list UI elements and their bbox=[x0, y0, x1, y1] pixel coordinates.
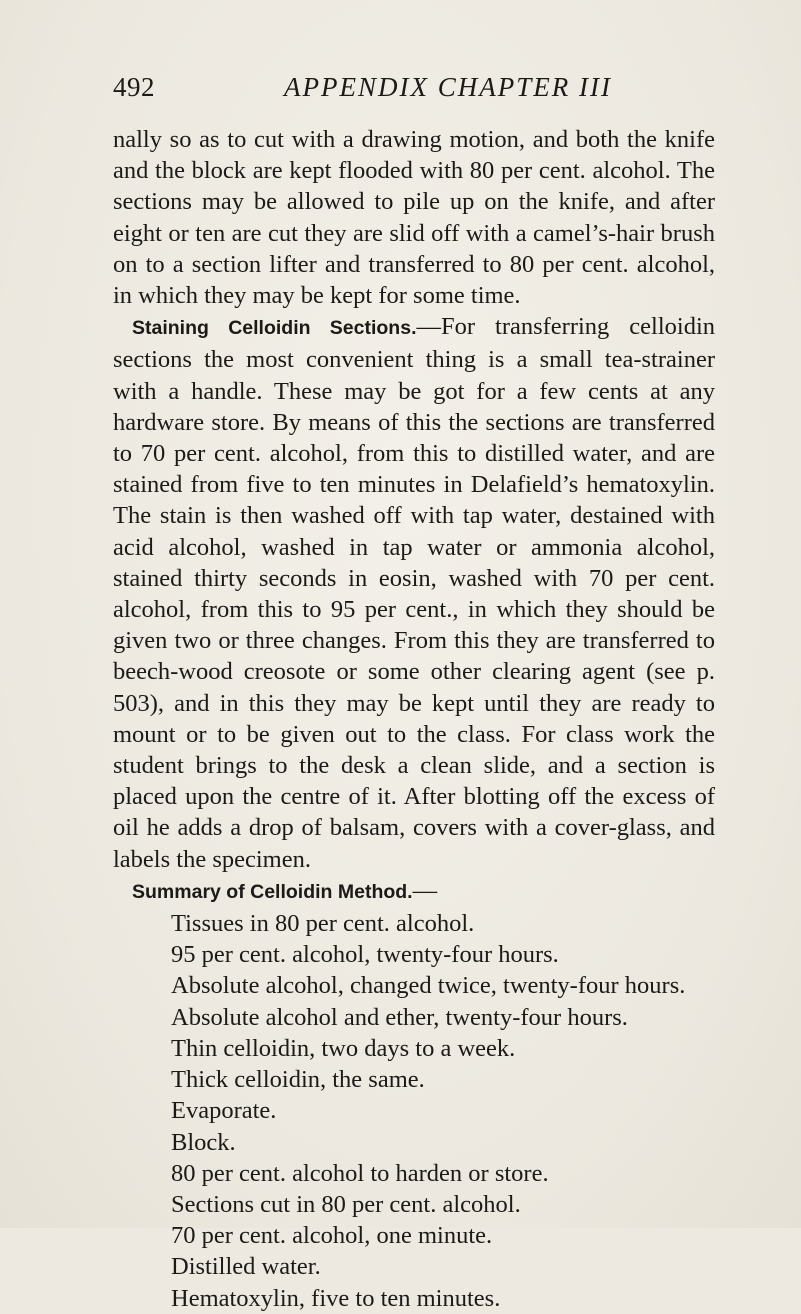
summary-step: Block. bbox=[171, 1128, 236, 1156]
summary-step: Absolute alcohol and ether, twenty-four hours. bbox=[171, 1003, 628, 1031]
summary-step: Tissues in 80 per cent. alcohol. bbox=[171, 910, 475, 938]
page-number: 492 bbox=[113, 72, 155, 102]
summary-dash: — bbox=[412, 876, 438, 904]
staining-text: —For transferring celloidin sections the most convenient thing is a small tea-strainer with a handle. These may be got for a few cents at any hardware store. By means of this the sections are transferred to 70 per cent. alcohol, from this to distilled water, and are stained from five to ten minutes in Delafield’s hematoxylin. The stain is then washed off with tap water, destained with acid alcohol, washed in tap water or ammonia alcohol, stained thirty seconds in eosin, washed with 70 per cent. alcohol, from this to 95 per cent., in which they should be given two or three changes. From this they are transferred to beech-wood creosote or some other clearing agent (see p. 503), and in this they may be kept until they are ready to mount or to be given out to the class. For class work the student brings to the desk a clean slide, and a section is placed upon the centre of it. After blotting off the excess of oil he adds a drop of balsam, covers with a cover-glass, and labels the specimen. bbox=[113, 313, 716, 873]
summary-step: Hematoxylin, five to ten minutes. bbox=[171, 1284, 501, 1312]
summary-step: Evaporate. bbox=[171, 1097, 277, 1125]
summary-step: Thin celloidin, two days to a week. bbox=[171, 1034, 516, 1062]
summary-heading: Summary of Celloidin Method. bbox=[132, 880, 413, 903]
page-header bbox=[0, 72, 801, 112]
summary-step: 80 per cent. alcohol to harden or store. bbox=[171, 1159, 549, 1187]
staining-paragraph bbox=[113, 311, 715, 875]
summary-steps-list bbox=[113, 908, 715, 1314]
summary-step: Distilled water. bbox=[171, 1253, 321, 1281]
continuation-paragraph: nally so as to cut with a drawing motion, and both the knife and the block are kept flooded with 80 per cent. alcohol. The sections may be allowed to pile up on the knife, and after eight or ten are cut they are slid off with a camel’s-hair brush on to a section lifter and transferred to 80 per cent. alcohol, in which they may be kept for some time. bbox=[113, 126, 715, 310]
staining-heading: Staining Celloidin Sections. bbox=[132, 317, 417, 340]
running-head: APPENDIX CHAPTER III bbox=[284, 72, 612, 102]
summary-step: Absolute alcohol, changed twice, twenty-four hours. bbox=[171, 972, 686, 1000]
summary-step: Thick celloidin, the same. bbox=[171, 1066, 425, 1094]
body-text bbox=[113, 124, 715, 1314]
summary-step: 95 per cent. alcohol, twenty-four hours. bbox=[171, 941, 559, 969]
summary-step: Sections cut in 80 per cent. alcohol. bbox=[171, 1190, 521, 1218]
summary-heading-line bbox=[113, 875, 715, 908]
summary-step: 70 per cent. alcohol, one minute. bbox=[171, 1222, 493, 1250]
